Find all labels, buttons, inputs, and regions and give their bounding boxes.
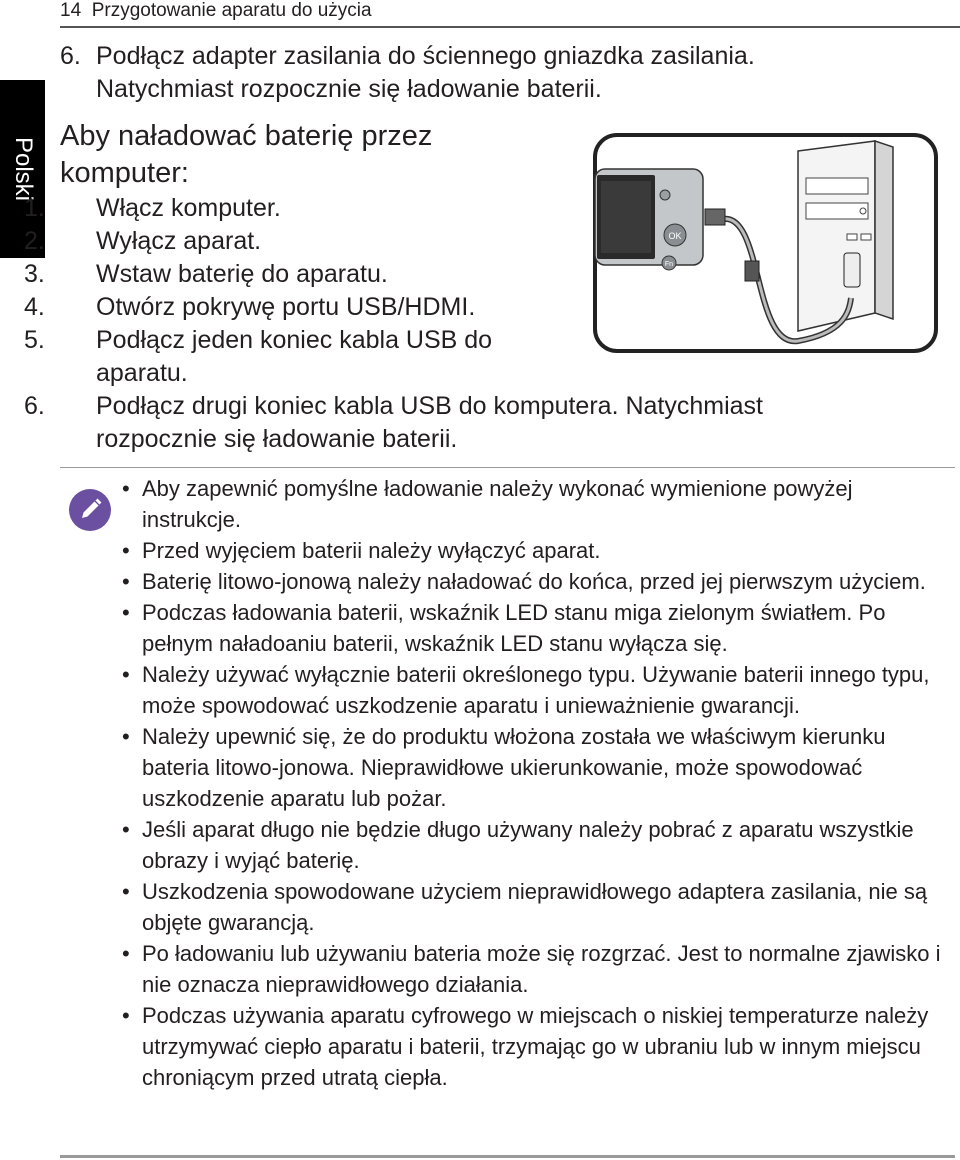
notes-top-divider (60, 467, 955, 468)
step-text: Podłącz jeden koniec kabla USB do aparatu. (96, 326, 493, 387)
step-text: Włącz komputer. (96, 194, 281, 222)
usb-mini-plug (705, 209, 725, 225)
notes-bottom-divider (60, 1155, 955, 1158)
header-divider (60, 26, 960, 28)
list-item: • Jeśli aparat długo nie będzie długo używany należy pobrać z aparatu wszystkie obrazy i wyjąć baterię. (122, 814, 952, 876)
camera-ok-label: OK (668, 231, 682, 241)
usb-charging-illustration (593, 133, 938, 353)
section-title: Przygotowanie aparatu do użycia (91, 0, 372, 21)
step-number: 5. (24, 326, 45, 354)
list-item: • Aby zapewnić pomyślne ładowanie należy wykonać wymienione powyżej instrukcje. (122, 473, 952, 535)
section-heading: Aby naładować baterię przez komputer: (60, 120, 433, 189)
step-number: 1. (24, 194, 45, 222)
usb-a-plug (844, 253, 860, 287)
step-text: Wstaw baterię do aparatu. (96, 260, 388, 288)
step-number: 3. (24, 260, 45, 288)
step-text: Wyłącz aparat. (96, 227, 262, 255)
list-item: • Należy upewnić się, że do produktu włożona została we właściwym kierunku bateria litowo-jonowa. Nieprawidłowe ukierunkowanie, może spowodować uszkodzenie aparatu lub pożar. (122, 721, 952, 814)
step-number: 6. (60, 42, 81, 70)
step-number: 6. (24, 392, 45, 420)
list-item (24, 390, 860, 456)
page-number: 14 (60, 0, 82, 21)
list-item (24, 324, 566, 390)
adapter-step (60, 40, 755, 106)
page-header (60, 0, 372, 22)
step-text: Otwórz pokrywę portu USB/HDMI. (96, 293, 476, 321)
step-text: Podłącz adapter zasilania do ściennego gniazdka zasilania. (96, 42, 755, 70)
camera (595, 169, 703, 270)
step-number: 2. (24, 227, 45, 255)
notes-list (122, 473, 952, 1093)
step-text: Podłącz drugi koniec kabla USB do komputera. Natychmiast rozpocznie się ładowanie baterii. (96, 392, 763, 453)
step-text-continued: Natychmiast rozpocznie się ładowanie baterii. (96, 75, 602, 103)
language-tab-label: Polski (9, 136, 37, 202)
list-item: • Baterię litowo-jonową należy naładować do końca, przed jej pierwszym użyciem. (122, 566, 952, 597)
ferrite-core (745, 261, 759, 281)
list-item: • Uszkodzenia spowodowane użyciem nieprawidłowego adaptera zasilania, nie są objęte gwarancją. (122, 876, 952, 938)
list-item: • Podczas ładowania baterii, wskaźnik LED stanu miga zielonym światłem. Po pełnym naładoaniu baterii, wskaźnik LED stanu wyłącza się. (122, 597, 952, 659)
list-item: • Należy używać wyłącznie baterii określonego typu. Używanie baterii innego typu, może spowodować uszkodzenie aparatu i unieważnienie gwarancji. (122, 659, 952, 721)
pc-tower (798, 141, 893, 331)
list-item: • Podczas używania aparatu cyfrowego w miejscach o niskiej temperaturze należy utrzymywać ciepło aparatu i baterii, trzymając go w ubraniu lub w innym miejscu chroniącym przed utratą ciepła. (122, 1000, 952, 1093)
list-item: • Po ładowaniu lub używaniu bateria może się rozgrzać. Jest to normalne zjawisko i nie oznacza nieprawidłowego działania. (122, 938, 952, 1000)
camera-fn-label: Fn (664, 261, 674, 268)
step-number: 4. (24, 293, 45, 321)
list-item: • Przed wyjęciem baterii należy wyłączyć aparat. (122, 535, 952, 566)
pencil-icon (68, 488, 112, 532)
